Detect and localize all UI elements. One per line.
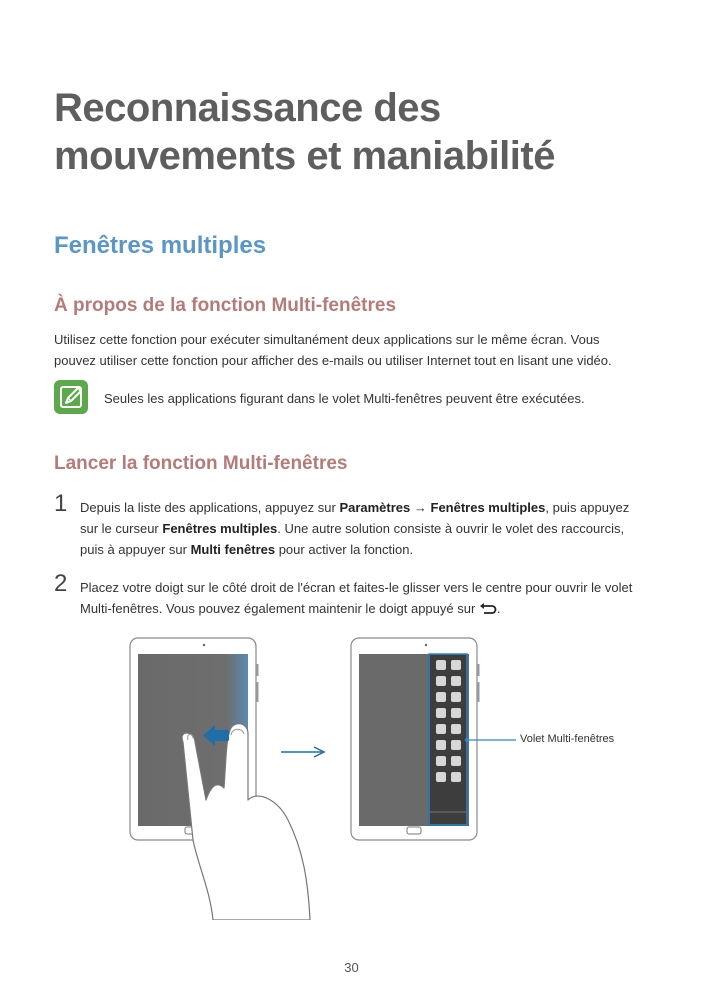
section-title: Fenêtres multiples <box>54 232 267 259</box>
callout-label: Volet Multi-fenêtres <box>520 733 615 745</box>
step-2-number: 2 <box>54 570 68 597</box>
chapter-title-line1: Reconnaissance des <box>54 86 441 130</box>
transition-arrow-icon <box>281 747 324 757</box>
chapter-title <box>54 84 674 180</box>
step-2-line1: Placez votre doigt sur le côté droit de l'écran et faites-le glisser vers le centre pour ouvrir le volet <box>80 580 633 595</box>
step-2-line2: Multi-fenêtres. Vous pouvez également maintenir le doigt appuyé sur . <box>80 598 670 622</box>
step-2-text <box>80 577 670 622</box>
note-pencil-icon <box>54 380 88 414</box>
launch-heading: Lancer la fonction Multi-fenêtres <box>54 453 348 474</box>
step-1-line1: Depuis la liste des applications, appuyez sur Paramètres → Fenêtres multiples, puis appuyez <box>80 500 630 515</box>
chapter-title-line2: mouvements et maniabilité <box>54 134 555 178</box>
step-1-text <box>80 497 670 560</box>
about-line1: Utilisez cette fonction pour exécuter simultanément deux applications sur le même écran. Vous <box>54 332 600 347</box>
tablet-right <box>351 638 480 840</box>
step-1-number: 1 <box>54 490 68 517</box>
multi-window-figure <box>118 630 658 920</box>
back-arrow-icon <box>479 601 497 622</box>
step-1-line3: puis à appuyer sur Multi fenêtres pour activer la fonction. <box>80 542 414 557</box>
about-paragraph <box>54 329 674 371</box>
note-text: Seules les applications figurant dans le volet Multi-fenêtres peuvent être exécutées. <box>104 391 585 406</box>
page-number: 30 <box>344 960 359 975</box>
about-line2: pouvez utiliser cette fonction pour afficher des e-mails ou utiliser Internet tout en lisant une vidéo. <box>54 353 612 368</box>
about-heading: À propos de la fonction Multi-fenêtres <box>54 295 397 316</box>
step-1-line2: sur le curseur Fenêtres multiples. Une autre solution consiste à ouvrir le volet des raccourcis, <box>80 521 625 536</box>
